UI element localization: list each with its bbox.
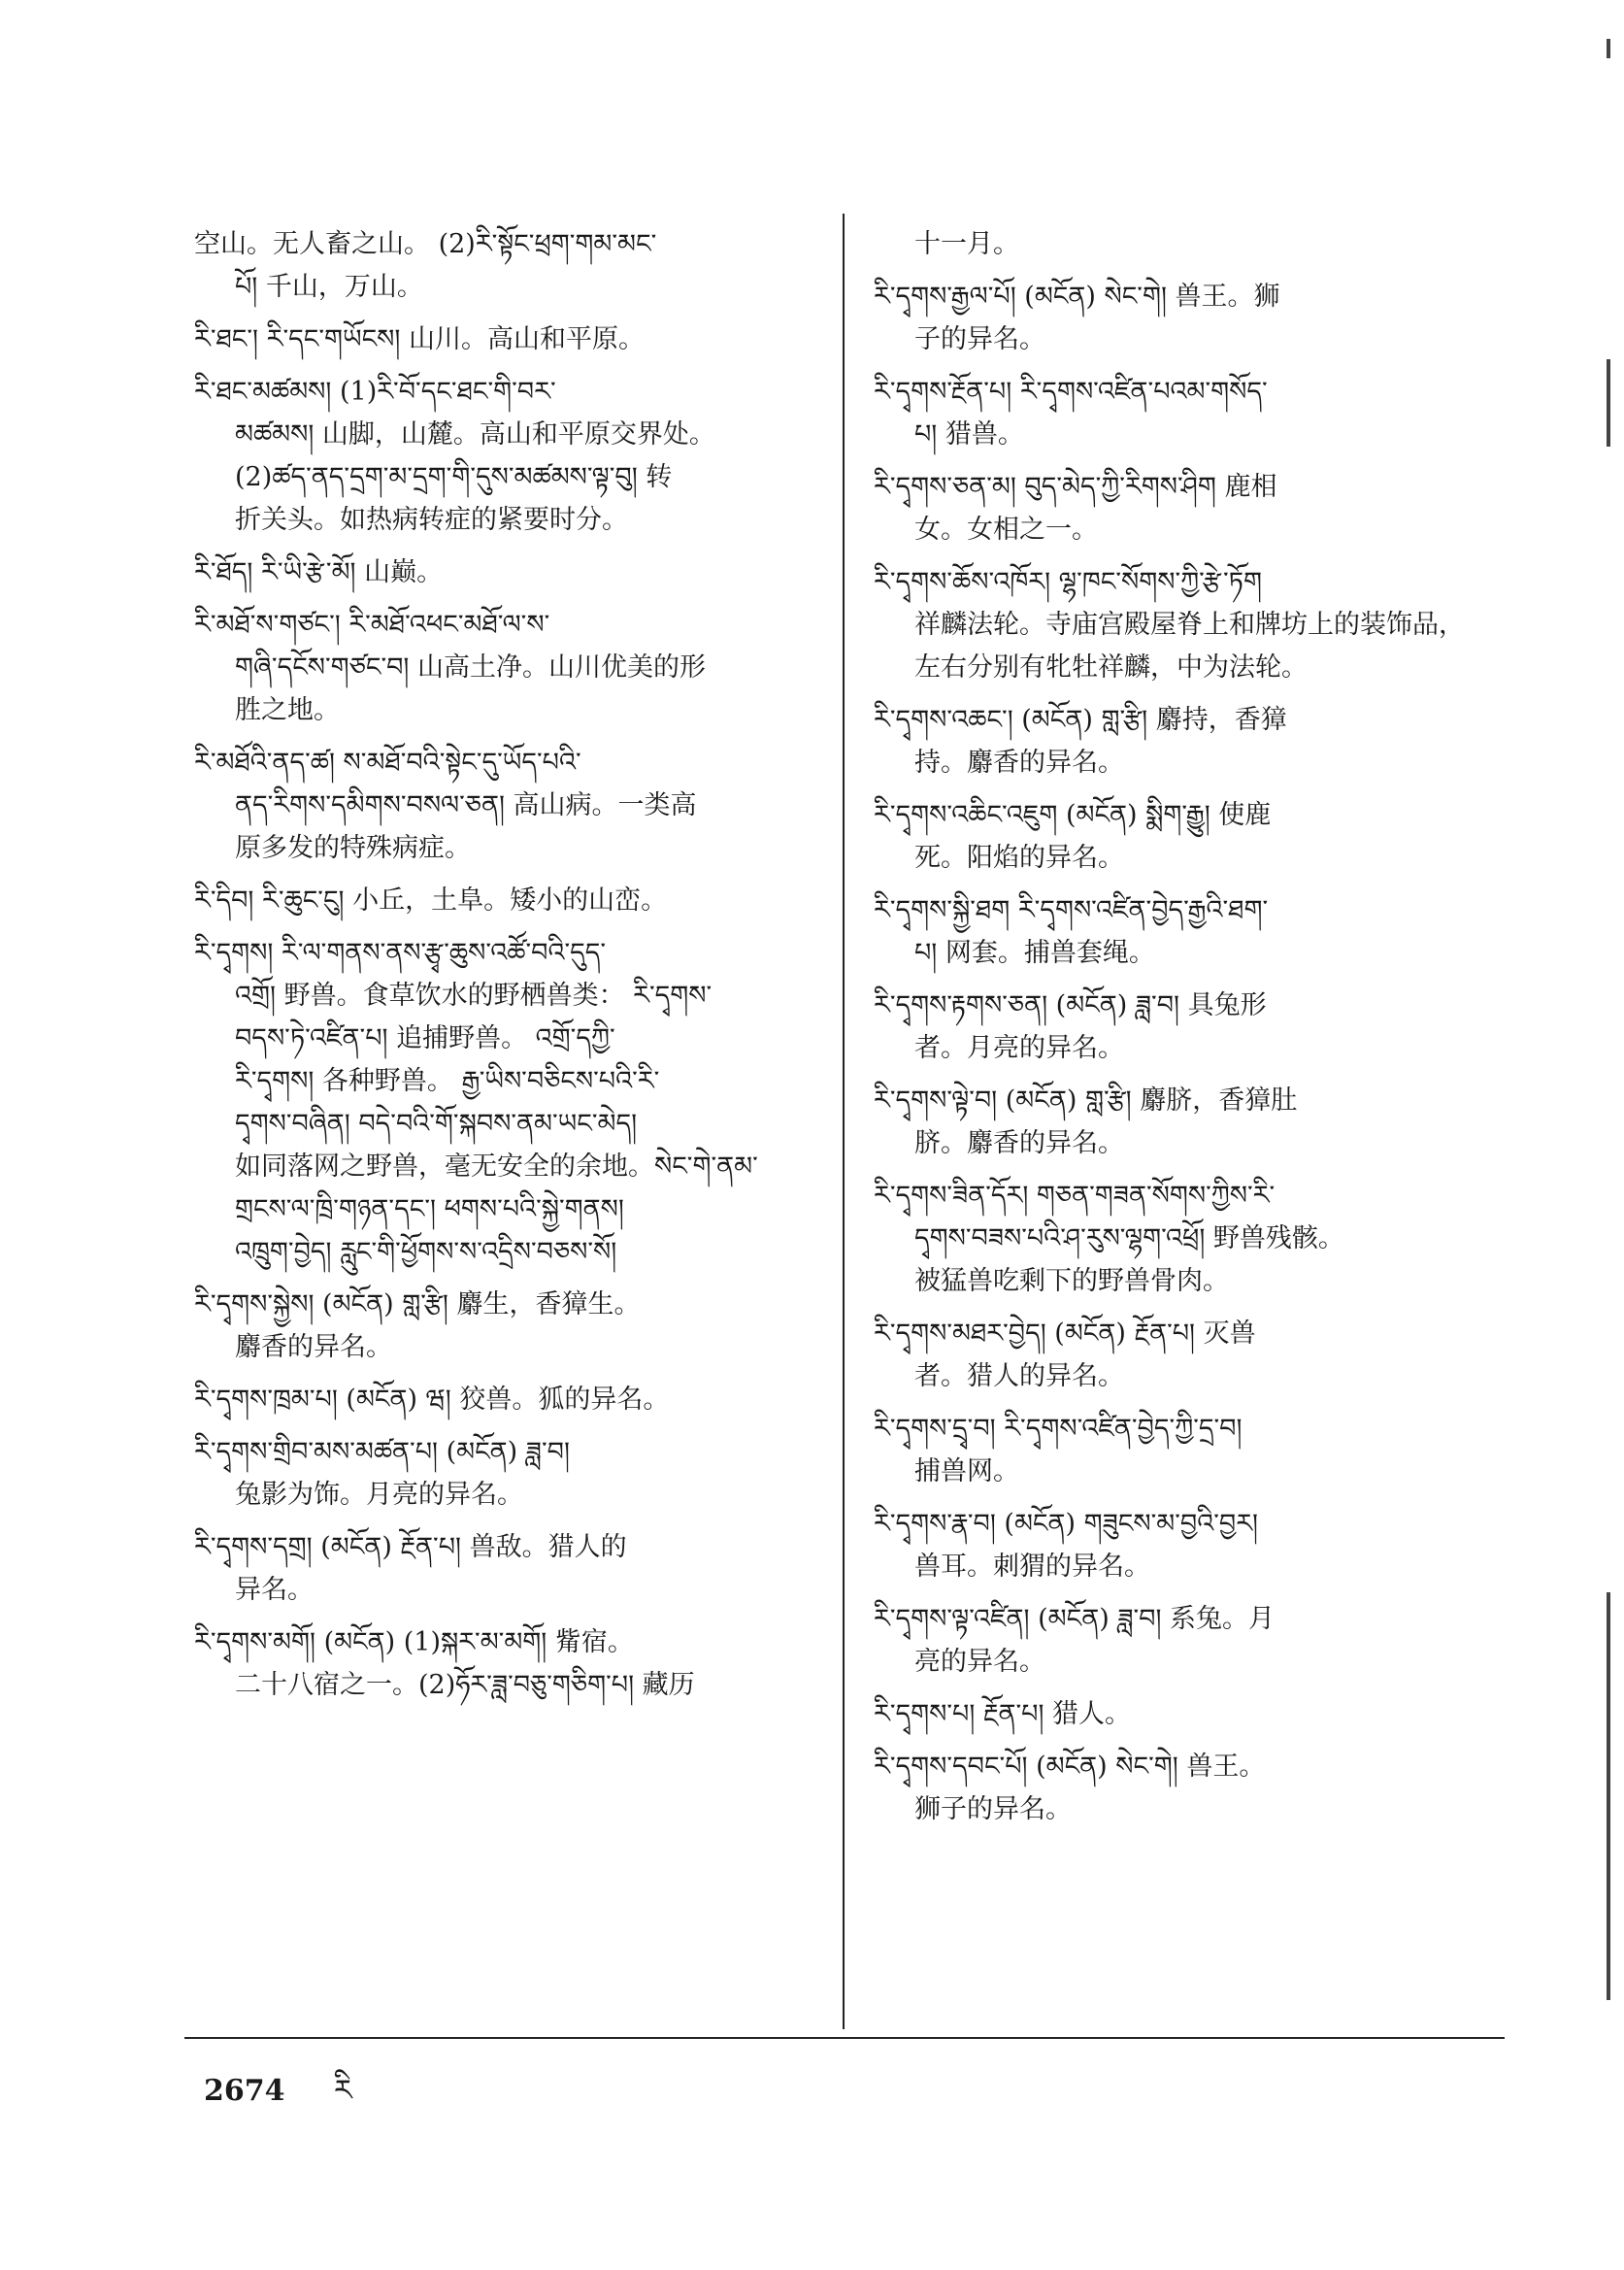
column-divider <box>843 214 845 2029</box>
entry-headline: རི་མཐོ་ས་གཙང་། རི་མཐོ་འཕང་མཐོ་ལ་ས་ <box>194 610 550 640</box>
footer-rule <box>184 2037 1505 2039</box>
entry-line: 女。女相之一。 <box>914 515 1098 545</box>
entry-headline: རི་དྭགས་པ། རྔོན་པ། 猎人。 <box>874 1699 1132 1729</box>
section-letter: རི <box>333 2074 352 2108</box>
entry-line: 祥麟法轮。寺庙宫殿屋脊上和牌坊上的装饰品， <box>914 610 1465 640</box>
entry-line: རི་དྭགས། 各种野兽。 རྒྱ་ཡིས་བཅིངས་པའི་རི་ <box>235 1066 660 1096</box>
entry-headline: རི་དྭགས་རྒྱལ་པོ། (མངོན) སེང་གེ། 兽王。狮 <box>874 282 1280 312</box>
entry-line: གྲངས་ལ་ཁྲི་གཉན་དང་། ཕགས་པའི་སྐྱེ་གནས། <box>235 1194 624 1224</box>
entry-line: འཁྲུག་བྱེད། རླུང་གི་ཕྱོགས་ས་འདྲིས་བཅས་སོ། <box>235 1237 617 1267</box>
dictionary-entry <box>194 1526 815 1612</box>
entry-line: དྭགས་བཟས་པའི་ཤ་རུས་ལྷག་འཕྲོ། 野兽残骸。 <box>914 1223 1344 1253</box>
entry-line: 持。麝香的异名。 <box>914 748 1124 778</box>
dictionary-entry <box>874 794 1509 880</box>
entry-headline: རི་དྭགས་ཅན་མ། བུད་མེད་ཀྱི་རིགས་ཤིག 鹿相 <box>874 472 1277 502</box>
dictionary-entry <box>194 223 815 309</box>
entry-line: 胜之地。 <box>235 695 340 725</box>
entry-line: 者。猎人的异名。 <box>914 1361 1124 1391</box>
entry-headline: རི་དྭགས་དྲྭ་བ། རི་དྭགས་འཛིན་བྱེད་ཀྱི་དྲ་བ། <box>874 1414 1243 1444</box>
entry-headline: རི་དྭགས་སྐྱེས། (མངོན) གླ་རྩི། 麝生，香獐生。 <box>194 1289 641 1319</box>
entry-headline: རི་མཐོའི་ནད་ཚ། ས་མཐོ་བའི་སྟེང་དུ་ཡོད་པའི་ <box>194 748 581 778</box>
margin-mark <box>1607 1592 1610 2000</box>
dictionary-entry <box>874 699 1509 784</box>
entry-line: 死。阳焰的异名。 <box>914 843 1124 873</box>
entry-line: 兽耳。刺猬的异名。 <box>914 1552 1150 1582</box>
dictionary-entry <box>194 604 815 732</box>
entry-headline: རི་དྭགས་འཆང་། (མངོན) གླ་རྩི། 麝持，香獐 <box>874 705 1287 735</box>
page-footer <box>204 2058 352 2140</box>
entry-line: པ། 网套。捕兽套绳。 <box>914 938 1155 968</box>
entry-headline: རི་དིབ། རི་ཆུང་ངུ། 小丘，土阜。矮小的山峦。 <box>194 885 668 916</box>
entry-headline: རི་དྭགས་སྐྱི་ཐག རི་དྭགས་འཛིན་བྱེད་རྒྱའི་ཐག་ <box>874 895 1269 925</box>
entry-headline: རི་དྭགས་ཆོས་འཁོར། ལྷ་ཁང་སོགས་ཀྱི་རྩེ་ཏོག <box>874 567 1262 597</box>
entry-headline: རི་ཐང་། རི་དང་གཡོངས། 山川。高山和平原。 <box>194 324 645 354</box>
entry-line: (2)ཚད་ནད་དྲག་མ་དྲག་གི་དུས་མཚམས་ལྟ་བུ། 转 <box>235 462 673 492</box>
dictionary-entry <box>874 889 1509 975</box>
entry-line: པ། 猎兽。 <box>914 419 1024 450</box>
entry-line: 脐。麝香的异名。 <box>914 1128 1124 1158</box>
dictionary-entry <box>874 1598 1509 1684</box>
entry-line: 原多发的特殊病症。 <box>235 833 471 863</box>
dictionary-entry <box>874 276 1509 361</box>
entry-headline: རི་དྭགས་རྔོན་པ། རི་དྭགས་འཛིན་པའམ་གསོད་ <box>874 377 1268 407</box>
entry-line: 如同落网之野兽，毫无安全的余地。སེང་གེ་ནམ་ <box>235 1152 758 1182</box>
dictionary-entry <box>194 932 815 1274</box>
entry-line: མཚམས། 山脚，山麓。高山和平原交界处。 <box>235 419 715 450</box>
entry-headline: རི་དྭགས་མགོ། (མངོན) (1)སྐར་མ་མགོ། 觜宿。 <box>194 1627 634 1657</box>
dictionary-entry <box>194 1379 815 1421</box>
entry-headline: རི་དྭགས་དབང་པོ། (མངོན) སེང་གེ། 兽王。 <box>874 1752 1266 1782</box>
entry-line: ནད་རིགས་དམིགས་བསལ་ཅན། 高山病。一类高 <box>235 790 697 820</box>
entry-line: 子的异名。 <box>914 324 1045 354</box>
entry-headline: རི་དྭགས། རི་ལ་གནས་ནས་རྩྭ་ཆུས་འཚོ་བའི་དུད་ <box>194 938 607 968</box>
entry-headline: 空山。无人畜之山。 (2)རི་སྟོང་ཕྲག་གམ་མང་ <box>194 229 657 259</box>
dictionary-entry <box>874 985 1509 1070</box>
entry-headline: རི་དྭགས་ཟིན་དོར། གཅན་གཟན་སོགས་ཀྱིས་རི་ <box>874 1181 1276 1211</box>
entry-line: གཞི་དངོས་གཙང་བ། 山高土净。山川优美的形 <box>235 652 706 683</box>
dictionary-entry <box>874 371 1509 456</box>
entry-headline: རི་དྭགས་ཁྲམ་པ། (མངོན) ཝ། 狡兽。狐的异名。 <box>194 1385 670 1415</box>
dictionary-entry <box>874 1746 1509 1831</box>
entry-line: 异名。 <box>235 1575 314 1605</box>
dictionary-entry <box>874 223 1509 266</box>
dictionary-entry <box>874 1503 1509 1588</box>
entry-line: 兔影为饰。月亮的异名。 <box>235 1480 523 1510</box>
entry-line: 折关头。如热病转症的紧要时分。 <box>235 505 628 535</box>
dictionary-entry <box>194 1621 815 1707</box>
entry-headline: རི་དྭགས་དགྲ། (མངོན) རྔོན་པ། 兽敌。猎人的 <box>194 1532 627 1562</box>
entry-line: དྭགས་བཞིན། བདེ་བའི་གོ་སྐབས་ནམ་ཡང་མེད། <box>235 1109 638 1139</box>
entry-line: 被猛兽吃剩下的野兽骨肉。 <box>914 1266 1229 1296</box>
entry-headline: རི་དྭགས་འཆིང་འཇུག (མངོན) སྨིག་རྒྱུ། 使鹿 <box>874 800 1272 830</box>
entry-headline: རི་ཐང་མཚམས། (1)རི་བོ་དང་ཐང་གི་བར་ <box>194 377 556 407</box>
entry-line: 麝香的异名。 <box>235 1332 392 1362</box>
right-column <box>874 223 1509 1841</box>
left-column <box>194 223 815 1717</box>
entry-line: 左右分别有牝牡祥麟，中为法轮。 <box>914 652 1308 683</box>
entry-headline: རི་དྭགས་རྟགས་ཅན། (མངོན) ཟླ་བ། 具兔形 <box>874 990 1267 1020</box>
entry-line: 捕兽网。 <box>914 1456 1019 1486</box>
dictionary-entry <box>194 551 815 594</box>
dictionary-entry <box>194 742 815 870</box>
entry-headline: རི་ཐོད། རི་ཡི་རྩེ་མོ། 山巅。 <box>194 557 444 587</box>
entry-headline: རི་དྭགས་ལྟེ་བ། (མངོན) གླ་རྩི། 麝脐，香獐肚 <box>874 1085 1298 1116</box>
entry-headline: རི་དྭགས་ལྟ་འཛིན། (མངོན) ཟླ་བ། 系兔。月 <box>874 1604 1276 1634</box>
entry-line: 狮子的异名。 <box>914 1794 1072 1824</box>
dictionary-entry <box>874 466 1509 551</box>
margin-mark <box>1607 39 1610 58</box>
dictionary-entry <box>194 1284 815 1369</box>
dictionary-entry <box>194 1431 815 1517</box>
entry-line: 十一月。 <box>914 229 1019 259</box>
dictionary-entry <box>874 1080 1509 1165</box>
dictionary-entry <box>194 880 815 922</box>
entry-line: པོ། 千山，万山。 <box>235 272 423 302</box>
margin-mark <box>1607 359 1610 447</box>
dictionary-entry <box>194 318 815 361</box>
dictionary-entry <box>874 1313 1509 1398</box>
entry-line: 亮的异名。 <box>914 1647 1045 1677</box>
entry-line: 二十八宿之一。(2)ཧོར་ཟླ་བཅུ་གཅིག་པ། 藏历 <box>235 1670 695 1700</box>
entry-headline: རི་དྭགས་གྲིབ་མས་མཚན་པ། (མངོན) ཟླ་བ། <box>194 1437 570 1467</box>
dictionary-entry <box>874 1693 1509 1736</box>
entry-headline: རི་དྭགས་རྣ་བ། (མངོན) གཟུངས་མ་བྱའི་བྱར། <box>874 1509 1259 1539</box>
page-number: 2674 <box>204 2074 285 2108</box>
entry-headline: རི་དྭགས་མཐར་བྱེད། (མངོན) རྔོན་པ། 灭兽 <box>874 1319 1256 1349</box>
entry-line: བདས་ཏེ་འཛིན་པ། 追捕野兽。 འགྲོ་དཀྱི་ <box>235 1023 615 1053</box>
dictionary-entry <box>874 1408 1509 1493</box>
dictionary-entry <box>874 561 1509 689</box>
entry-line: འགྲོ། 野兽。食草饮水的野栖兽类： རི་དྭགས་ <box>235 981 713 1011</box>
dictionary-entry <box>874 1175 1509 1303</box>
entry-line: 者。月亮的异名。 <box>914 1033 1124 1063</box>
dictionary-entry <box>194 371 815 542</box>
